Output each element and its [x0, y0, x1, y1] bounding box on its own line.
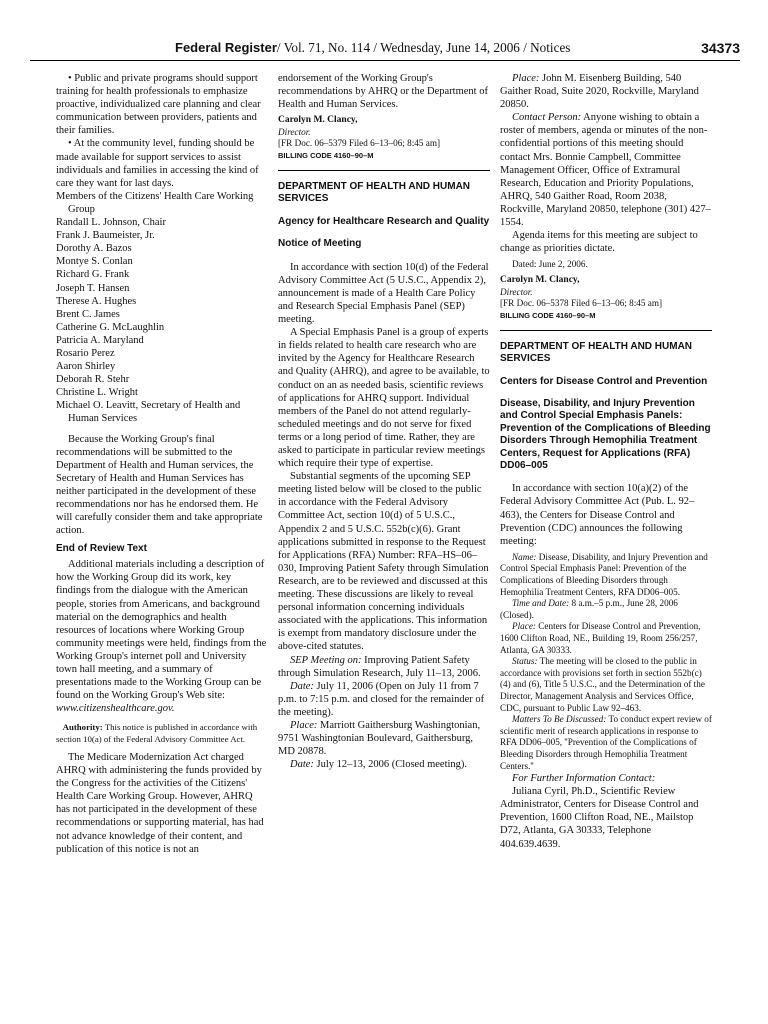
time-date-line	[500, 598, 712, 621]
member-name: Joseph T. Hansen	[56, 282, 130, 294]
issue-info: / Vol. 71, No. 114 / Wednesday, June 14, 2006 / Notices	[276, 40, 571, 55]
column-2	[278, 72, 490, 1006]
member-name: Patricia A. Maryland	[56, 334, 144, 346]
website-link[interactable]: www.citizenshealthcare.gov.	[56, 703, 175, 715]
sep-label: SEP Meeting on:	[290, 654, 362, 666]
authority-label: Authority:	[62, 722, 103, 733]
para-additional-materials: Additional materials including a description of how the Working Group did its work, key findings from the dialogue with the American people, stories from Americans, and background material on the demographics and health resources of locations where Working Group community meetings were held, findings from the Working Group's internet poll and University town hall meeting, and a summary of presentations made to the Working Group can be found on the Working Group's Web site:	[56, 559, 267, 702]
department-heading: DEPARTMENT OF HEALTH AND HUMAN SERVICES	[500, 340, 693, 365]
authority-text: This notice is published in accordance with section 10(a) of the Federal Advisory Committee Act.	[56, 722, 258, 744]
member-name: Michael O. Leavitt, Secretary of Health and Human Services	[56, 400, 241, 425]
bullet-community: • At the community level, funding should be made available for support services to assist individuals and families in accessing the kind of care they want for last days.	[56, 138, 259, 189]
centers-heading: Centers for Disease Control and Prevention	[500, 375, 708, 387]
signer-name: Carolyn M. Clancy,	[500, 274, 580, 285]
header-citation	[175, 40, 570, 56]
billing-code: BILLING CODE 4160–90–M	[500, 310, 596, 320]
contact-label: Contact Person:	[512, 112, 582, 124]
para-special-emphasis: A Special Emphasis Panel is a group of experts in fields related to health care research who are invited by the Agency for Healthcare Research and Quality (AHRQ), and agree to be available, to conduct on an as needed basis, scientific reviews of applications for AHRQ support. Individual members of the Panel do not attend regularly-scheduled meetings and do not serve for fixed terms or a long period of time. Rather, they are asked to participate in particular review meetings which require their type of expertise.	[278, 327, 490, 470]
para-medicare: The Medicare Modernization Act charged AHRQ with administering the funds provided by the Congress for the activities of the Citizens' Health Care Working Group. However, AHRQ has not participated in the development of these recommendations or supporting material, has had not advance knowledge of their content, and publication of this notice is not an	[56, 752, 264, 855]
place-line	[278, 719, 490, 758]
time-label: Time and Date:	[512, 598, 570, 609]
member-name: Deborah R. Stehr	[56, 374, 130, 386]
date2-label: Date:	[290, 759, 314, 771]
member-name: Brent C. James	[56, 308, 120, 320]
para-accordance: In accordance with section 10(d) of the Federal Advisory Committee Act (5 U.S.C., Appendix 2), announcement is made of a Health Care Policy and Research Special Emphasis Panel (SEP) meeting.	[278, 261, 489, 326]
member-name: Richard G. Frank	[56, 269, 130, 281]
bullet-training: • Public and private programs should support training for health professionals to emphasize proactive, individualized care planning and clear communication between providers, patients and their families.	[56, 73, 261, 137]
agency-heading: Agency for Healthcare Research and Quality	[278, 215, 490, 227]
member-name: Catherine G. McLaughlin	[56, 321, 165, 333]
date2-line	[278, 758, 490, 771]
para-accordance: In accordance with section 10(a)(2) of the Federal Advisory Committee Act (Pub. L. 92–463), the Centers for Disease Control and Prevention (CDC) announces the following meeting:	[500, 483, 695, 547]
member-name: Frank J. Baumeister, Jr.	[56, 230, 155, 242]
member-name: Christine L. Wright	[56, 387, 138, 399]
signer-title: Director.	[500, 286, 533, 297]
end-of-review-heading: End of Review Text	[56, 543, 147, 555]
member-name: Randall L. Johnson, Chair	[56, 217, 166, 229]
matters-line	[500, 714, 712, 772]
place2-label: Place:	[512, 621, 536, 632]
place-label: Place:	[290, 719, 318, 731]
column-1	[56, 72, 268, 1006]
contact-person-line	[500, 111, 712, 229]
name-label: Name:	[512, 551, 537, 562]
page-number: 34373	[701, 40, 740, 56]
date-label: Date:	[290, 680, 314, 692]
signer-title: Director.	[278, 126, 311, 137]
place-text: Marriott Gaithersburg Washingtonian, 9751 Washingtonian Boulevard, Gaithersburg, MD 20878.	[278, 719, 481, 758]
members-heading: Members of the Citizens' Health Care Working Group	[56, 190, 254, 215]
member-name: Aaron Shirley	[56, 361, 116, 373]
section-divider	[278, 170, 490, 171]
section-divider	[500, 330, 712, 331]
member-name: Montye S. Conlan	[56, 256, 133, 268]
fr-doc-line: [FR Doc. 06–5379 Filed 6–13–06; 8:45 am]	[278, 138, 441, 149]
name-line	[500, 552, 712, 598]
dated-line: Dated: June 2, 2006.	[512, 259, 588, 270]
department-heading: DEPARTMENT OF HEALTH AND HUMAN SERVICES	[278, 181, 471, 205]
contact-details: Juliana Cyril, Ph.D., Scientific Review Administrator, Centers for Disease Control and Prevention, 1600 Clifton Road, NE., Mailstop D72, Atlanta, GA 30333, Telephone 404.639.4639.	[500, 786, 699, 850]
running-header	[30, 40, 740, 62]
place-text: John M. Eisenberg Building, 540 Gaither Road, Suite 2020, Rockville, Maryland 20850.	[500, 73, 699, 111]
name-text: Disease, Disability, and Injury Prevention and Control Special Emphasis Panel: Prevention of the Complications of Bleeding Disorders through Hemophilia Treatment Centers, RFA DD06–005.	[500, 551, 708, 597]
fr-doc-line: [FR Doc. 06–5378 Filed 6–13–06; 8:45 am]	[500, 298, 663, 309]
member-name: Therese A. Hughes	[56, 295, 137, 307]
status-text: The meeting will be closed to the public in accordance with provisions set forth in section 552b(c)(4) and (6), Title 5 U.S.C., and the Determination of the Director, Management Analysis and Services Office, CDC, pursuant to Public Law 92–463.	[500, 656, 705, 713]
member-name: Rosario Perez	[56, 347, 115, 359]
column-3	[500, 72, 712, 1006]
status-line	[500, 656, 712, 714]
date-text: July 11, 2006 (Open on July 11 from 7 p.m. to 7:15 p.m. and closed for the remainder of the meeting).	[278, 680, 485, 718]
place2-text: Centers for Disease Control and Prevention, 1600 Clifton Road, NE., Building 19, Room 256/257, Atlanta, GA 30333.	[500, 621, 701, 655]
signer-name: Carolyn M. Clancy,	[278, 115, 358, 126]
matters-text: To conduct expert review of scientific merit of research applications in response to RFA DD06–005, ''Prevention of the Complications of Bleeding Disorders through Hemophilia Treatment Centers.''	[500, 714, 712, 771]
notice-title: Disease, Disability, and Injury Prevention and Control Special Emphasis Panels: Prevention of the Complications of Bleeding Disorders Through Hemophilia Treatment Centers, Request for Applications (RFA) DD06–005	[500, 397, 711, 471]
agenda-note: Agenda items for this meeting are subject to change as priorities dictate.	[500, 230, 698, 255]
contact-text: Anyone wishing to obtain a roster of members, agenda or minutes of the non-confidential portions of this meeting should contact Mrs. Bonnie Campbell, Committee Management Officer, Office of Extramural Research, Education and Priority Populations, AHRQ, 540 Gaither Road, Room 2038, Rockville, Maryland 20850, telephone (301) 427–1554.	[500, 112, 711, 229]
matters-label: Matters To Be Discussed:	[512, 714, 607, 725]
date2-text: July 12–13, 2006 (Closed meeting).	[313, 759, 468, 771]
authority-note	[56, 722, 268, 745]
status-label: Status:	[512, 656, 538, 667]
time-text: 8 a.m.–5 p.m., June 28, 2006 (Closed).	[500, 598, 678, 620]
billing-code: BILLING CODE 4160–90–M	[278, 151, 374, 161]
place-line	[500, 72, 712, 111]
place-label: Place:	[512, 73, 540, 84]
notice-heading: Notice of Meeting	[278, 238, 362, 250]
publication-name: Federal Register	[175, 40, 277, 55]
member-name: Dorothy A. Bazos	[56, 243, 132, 255]
further-info-label: For Further Information Contact:	[512, 773, 656, 785]
para-endorsement-cont: endorsement of the Working Group's recommendations by AHRQ or the Department of Health and Human Services.	[278, 73, 488, 111]
header-rule	[30, 60, 740, 61]
sep-text: Improving Patient Safety through Simulation Research, July 11–13, 2006.	[278, 654, 481, 679]
place2-line	[500, 621, 712, 656]
sep-meeting-line	[278, 654, 490, 680]
para-substantial: Substantial segments of the upcoming SEP meeting listed below will be closed to the public in accordance with the Federal Advisory Committee Act, section 10(d) of 5 U.S.C., Appendix 2 and 5 U.S.C. 552b(c)(6). Grant applications submitted in response to the Request for Applications (RFA) Number: RFA–HS–06–030, Improving Patient Safety through Simulation Research, are to be reviewed and discussed at this meeting. These discussions are likely to reveal personal information concerning individuals associated with the applications. This information is exempt from mandatory disclosure under the above-cited statutes.	[278, 471, 489, 653]
para-because: Because the Working Group's final recommendations will be submitted to the Department of Health and Human services, the Secretary of Health and Human Services has neither participated in the development of these recommendations nor has he endorsed them. He will carefully consider them and take appropriate action.	[56, 433, 263, 537]
date-line	[278, 680, 490, 719]
